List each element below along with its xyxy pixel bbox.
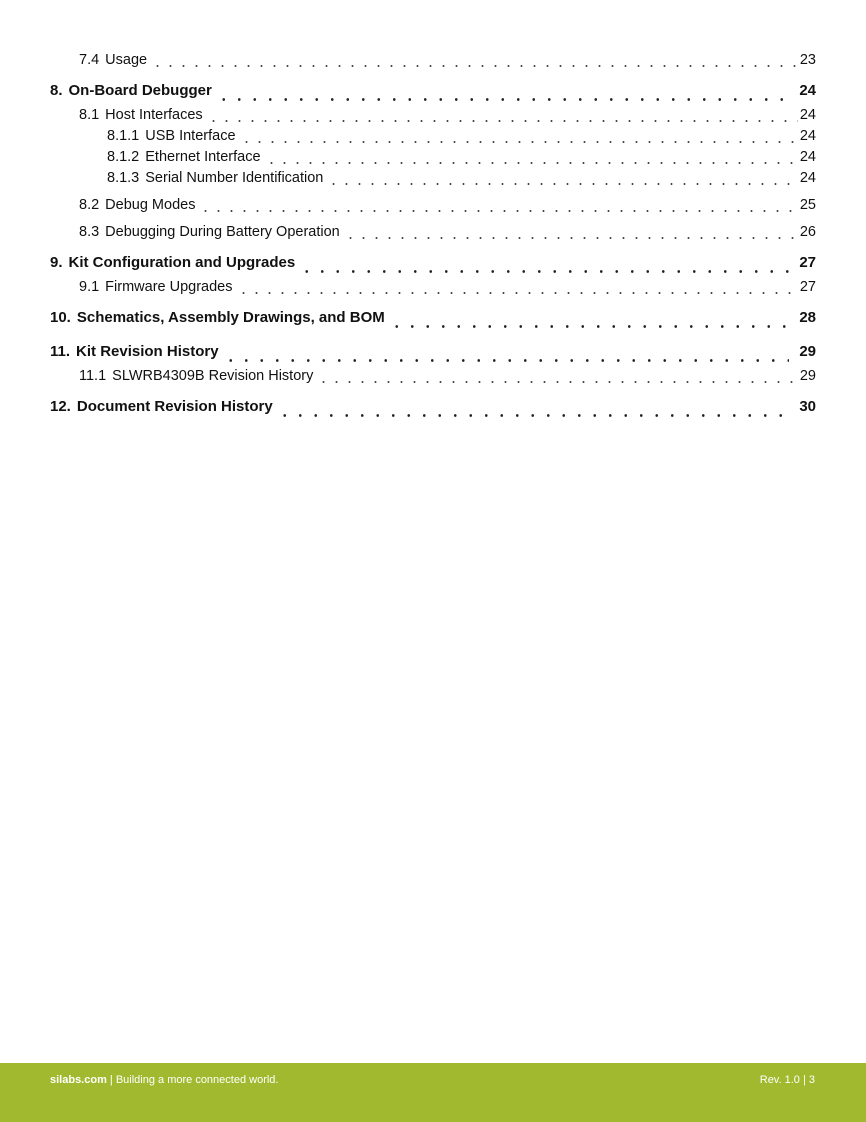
toc-number: 12. xyxy=(50,398,71,415)
page-footer xyxy=(0,1063,866,1122)
toc-title: Usage xyxy=(105,52,148,68)
toc-number: 8. xyxy=(50,82,63,99)
toc-entry-8-1[interactable] xyxy=(50,105,816,126)
dot-leader xyxy=(344,229,798,239)
footer-left xyxy=(50,1074,278,1086)
toc-title: Kit Revision History xyxy=(76,343,219,360)
dot-leader xyxy=(327,175,797,185)
toc-number: 11.1 xyxy=(79,368,107,384)
toc-entry-9-1[interactable] xyxy=(50,277,816,298)
toc-title: Serial Number Identification xyxy=(145,170,324,186)
toc-page: 24 xyxy=(798,168,816,189)
toc-number: 8.1 xyxy=(79,107,100,123)
toc-title: Debugging During Battery Operation xyxy=(105,224,340,240)
toc-title: Document Revision History xyxy=(76,398,273,415)
toc-page: 25 xyxy=(798,195,816,216)
toc-number: 9.1 xyxy=(79,279,100,295)
dot-leader xyxy=(265,154,798,164)
toc-page: 30 xyxy=(789,393,816,421)
toc-entry-8-1-1[interactable] xyxy=(50,126,816,147)
toc-title: USB Interface xyxy=(145,128,236,144)
dot-leader xyxy=(317,373,798,383)
toc-title: Firmware Upgrades xyxy=(105,279,233,295)
toc-number: 8.3 xyxy=(79,224,100,240)
toc-title: Kit Configuration and Upgrades xyxy=(68,254,296,271)
toc-number: 7.4 xyxy=(79,52,100,68)
toc-entry-8-2[interactable] xyxy=(50,195,816,216)
toc-entry-8-1-2[interactable] xyxy=(50,147,816,168)
toc-page: 27 xyxy=(789,249,816,277)
table-of-contents xyxy=(50,50,816,421)
toc-entry-11[interactable] xyxy=(50,338,816,366)
footer-site-link[interactable]: silabs.com xyxy=(50,1074,107,1086)
dot-leader xyxy=(207,112,798,122)
toc-entry-11-1[interactable] xyxy=(50,366,816,387)
toc-entry-8[interactable] xyxy=(50,77,816,105)
toc-page: 26 xyxy=(798,222,816,243)
toc-page: 23 xyxy=(798,50,816,71)
toc-number: 11. xyxy=(50,343,71,360)
toc-entry-10[interactable] xyxy=(50,304,816,332)
toc-entry-9[interactable] xyxy=(50,249,816,277)
dot-leader xyxy=(216,91,789,101)
toc-entry-12[interactable] xyxy=(50,393,816,421)
toc-title: Ethernet Interface xyxy=(145,149,261,165)
footer-revision: Rev. 1.0 | 3 xyxy=(759,1074,815,1086)
toc-title: On-Board Debugger xyxy=(68,82,212,99)
toc-page: 29 xyxy=(789,338,816,366)
toc-page: 24 xyxy=(798,126,816,147)
dot-leader xyxy=(223,352,790,362)
footer-tagline: | Building a more connected world. xyxy=(106,1074,279,1086)
toc-entry-8-1-3[interactable] xyxy=(50,168,816,189)
dot-leader xyxy=(299,263,789,273)
dot-leader xyxy=(277,407,790,417)
dot-leader xyxy=(240,133,798,143)
dot-leader xyxy=(237,284,798,294)
dot-leader xyxy=(199,202,797,212)
toc-page: 29 xyxy=(798,366,816,387)
toc-number: 9. xyxy=(50,254,63,271)
toc-title: Schematics, Assembly Drawings, and BOM xyxy=(76,309,385,326)
toc-number: 8.1.3 xyxy=(107,170,140,186)
dot-leader xyxy=(389,318,790,328)
dot-leader xyxy=(151,57,798,67)
toc-number: 10. xyxy=(50,309,71,326)
toc-page: 24 xyxy=(798,147,816,168)
toc-number: 8.1.1 xyxy=(107,128,140,144)
toc-entry-8-3[interactable] xyxy=(50,222,816,243)
toc-number: 8.2 xyxy=(79,197,100,213)
toc-title: SLWRB4309B Revision History xyxy=(112,368,314,384)
toc-number: 8.1.2 xyxy=(107,149,140,165)
toc-page: 24 xyxy=(789,77,816,105)
toc-page: 28 xyxy=(789,304,816,332)
toc-page: 27 xyxy=(798,277,816,298)
toc-entry-7-4[interactable] xyxy=(50,50,816,71)
toc-title: Debug Modes xyxy=(105,197,196,213)
toc-page: 24 xyxy=(798,105,816,126)
toc-title: Host Interfaces xyxy=(105,107,203,123)
